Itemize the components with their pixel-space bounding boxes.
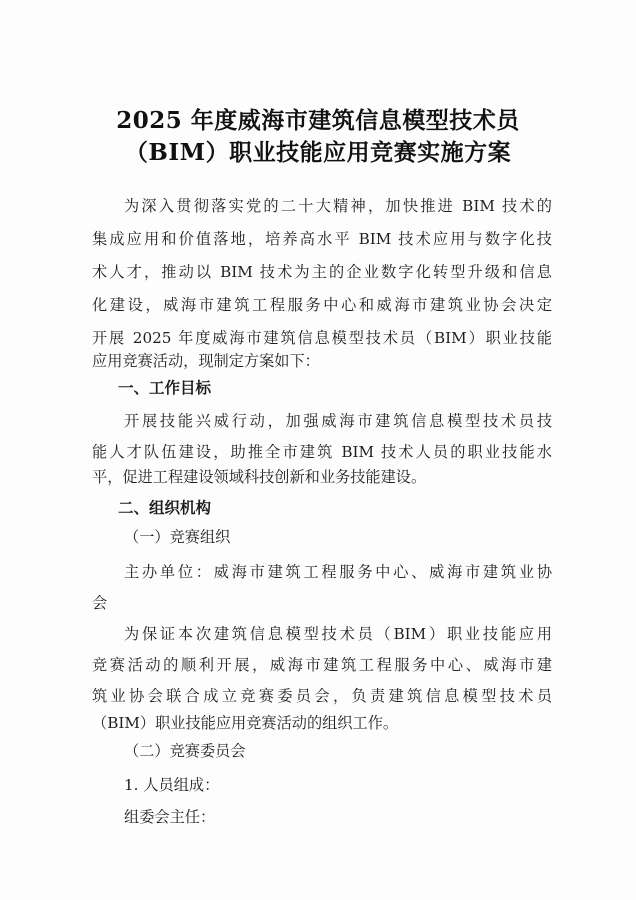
goals-line: 平，促进工程建设领域科技创新和业务技能建设。 <box>92 468 427 486</box>
intro-line: 开展 2025 年度威海市建筑信息模型技术员（BIM）职业技能 <box>92 329 552 347</box>
intro-line: 应用竞赛活动，现制定方案如下： <box>92 352 320 370</box>
list-item-members: 1. 人员组成： <box>124 776 220 794</box>
subsection-heading-competition-org: （一）竞赛组织 <box>124 528 231 546</box>
host-line: 会 <box>92 594 108 612</box>
section-heading-goals: 一、工作目标 <box>118 379 212 397</box>
document-title-line-1: 2025 年度威海市建筑信息模型技术员 <box>116 107 520 134</box>
subsection-heading-committee: （二）竞赛委员会 <box>124 742 246 760</box>
document-title-line-2: （BIM）职业技能应用竞赛实施方案 <box>124 139 512 166</box>
goals-line: 开展技能兴威行动，加强威海市建筑信息模型技术员技 <box>124 412 552 430</box>
goals-line: 能人才队伍建设，助推全市建筑 BIM 技术人员的职业技能水 <box>92 443 552 461</box>
intro-line: 术人才，推动以 BIM 技术为主的企业数字化转型升级和信息 <box>92 263 552 281</box>
committee-line: 为保证本次建筑信息模型技术员（BIM）职业技能应用 <box>124 625 552 643</box>
host-line: 主办单位：威海市建筑工程服务中心、威海市建筑业协 <box>124 563 552 581</box>
list-item-director: 组委会主任： <box>124 808 216 826</box>
committee-line: 竞赛活动的顺利开展，威海市建筑工程服务中心、威海市建 <box>92 656 552 674</box>
intro-line: 为深入贯彻落实党的二十大精神，加快推进 BIM 技术的 <box>124 197 552 215</box>
intro-line: 化建设，威海市建筑工程服务中心和威海市建筑业协会决定 <box>92 296 552 314</box>
committee-line: 筑业协会联合成立竞赛委员会，负责建筑信息模型技术员 <box>92 687 552 705</box>
section-heading-organization: 二、组织机构 <box>118 499 212 517</box>
committee-line: （BIM）职业技能应用竞赛活动的组织工作。 <box>92 714 399 732</box>
intro-line: 集成应用和价值落地，培养高水平 BIM 技术应用与数字化技 <box>92 230 552 248</box>
